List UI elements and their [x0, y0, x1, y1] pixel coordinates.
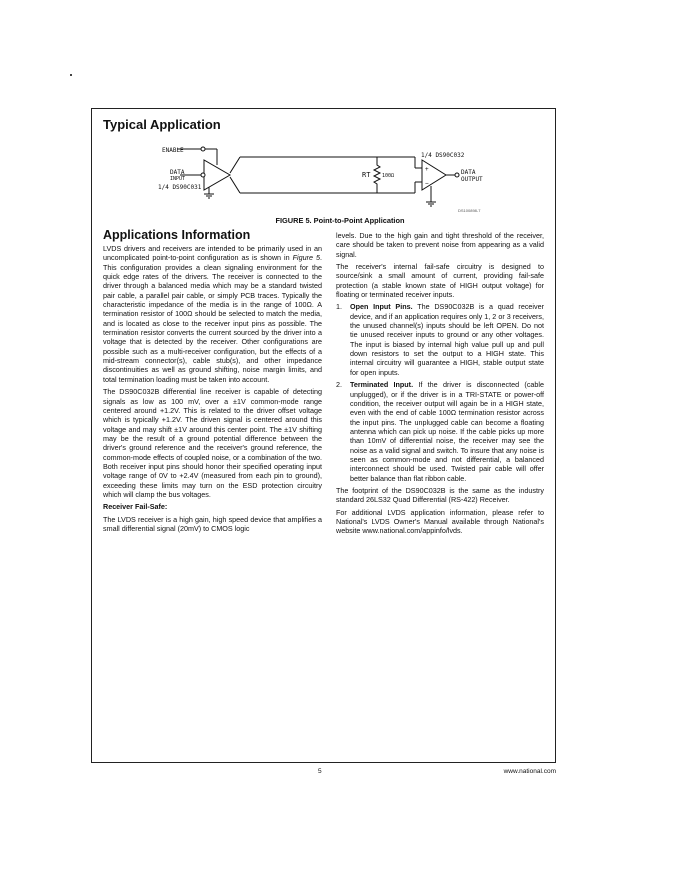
left-column	[103, 244, 322, 536]
enable-pin	[201, 147, 205, 151]
resistance-label: 100Ω	[382, 173, 395, 179]
applications-heading: Applications Information	[103, 228, 251, 242]
page-number: 5	[318, 768, 322, 775]
list-item: 2. Terminated Input. If the driver is disconnected (cable unplugged), or if the driver is in a TRI-STATE or power-off condition, the receiver output will again be in a HIGH state, even with the end of cable 100Ω termination resistor across the input pins. The unplugged cable can become a floating antenna which can pick up noise. If the cable picks up more than 10mV of differential noise, the receiver may see the noise as a valid signal and switch. To insure that any noise is seen as common-mode and not differential, a balanced interconnect should be used. Twisted pair cable will offer better balance than flat ribbon cable.	[336, 380, 545, 483]
intro-paragraph: LVDS drivers and receivers are intended to be primarily used in an uncomplicated point-to-point configuration as is shown in Figure 5. This configuration provides a clean signaling environment for the quick edge rates of the drivers. The receiver is connected to the driver through a balanced media which may be a standard twisted pair cable, a parallel pair cable, or simply PCB traces. Typically the characteristic impedance of the media is in the range of 100Ω. A termination resistor of 100Ω should be selected to match the media, and is located as close to the receiver input pins as possible. The termination resistor converts the current sourced by the driver into a voltage that is detected by the receiver. Other configurations are possible such as a multi-receiver configuration, but the effects of a mid-stream connector(s), cable stub(s), and other impedance discontinuities as well as ground shifting, noise margin limits, and total termination loading must be taken into account.	[103, 244, 322, 384]
plus-sign: +	[425, 166, 429, 173]
list-item: 1. Open Input Pins. The DS90C032B is a quad receiver device, and if an application requires only 1, 2 or 3 receivers, the unused channel(s) inputs should be left OPEN. Do not tie unused receiver inputs to ground or any other voltages. The input is biased by internal high value pull up and pull down resistors to set the output to a HIGH state. This internal circuitry will guarantee a HIGH, stable output state for open inputs.	[336, 302, 544, 377]
footer-website[interactable]: www.national.com	[503, 768, 556, 775]
data-output-label: DATA	[461, 169, 476, 176]
right-column	[336, 231, 544, 539]
threshold-paragraph: levels. Due to the high gain and tight threshold of the receiver, care should be taken to prevent noise from appearing as a valid signal.	[336, 231, 544, 259]
list-item-title: Open Input Pins.	[350, 302, 413, 312]
page-corner-mark	[70, 74, 72, 76]
fail-safe-paragraph: The LVDS receiver is a high gain, high speed device that amplifies a small differential signal (20mV) to CMOS logic	[103, 514, 322, 533]
fail-safe-circuitry-paragraph: The receiver's internal fail-safe circuitry is designed to source/sink a small amount of current, providing fail-safe protection (a stable known state of HIGH output voltage) for floating or terminated receiver inputs.	[336, 262, 544, 300]
additional-info-paragraph: For additional LVDS application information, please refer to National's LVDS Owner's Manual available through National's website www.national.com/appinfo/lvds.	[336, 507, 544, 536]
data-label: DATA	[170, 169, 185, 176]
driver-label: 1/4 DS90C031	[158, 184, 202, 191]
list-item-title: Terminated Input.	[350, 380, 414, 390]
figure-code: DS100898-7	[458, 208, 481, 213]
data-output-pin	[455, 173, 459, 177]
enable-label: ENABLE	[162, 147, 184, 154]
footprint-paragraph: The footprint of the DS90C032B is the same as the industry standard 26LS32 Quad Differential (RS-422) Receiver.	[336, 485, 544, 505]
list-number: 1.	[336, 302, 342, 312]
receiver-label: 1/4 DS90C032	[421, 152, 465, 159]
point-to-point-diagram	[140, 138, 485, 216]
figure-caption: FIGURE 5. Point-to-Point Application	[275, 216, 405, 225]
data-input-pin	[201, 173, 205, 177]
minus-sign: −	[425, 180, 429, 187]
figure-reference: Figure 5	[292, 253, 320, 263]
termination-resistor	[374, 157, 380, 193]
rt-label: RT	[362, 171, 371, 179]
input-label: INPUT	[170, 176, 186, 182]
output-label: OUTPUT	[461, 176, 483, 183]
list-number: 2.	[336, 380, 342, 390]
section-title: Typical Application	[103, 117, 221, 132]
fail-safe-subheading: Receiver Fail-Safe:	[103, 502, 168, 512]
receiver-paragraph: The DS90C032B differential line receiver is capable of detecting signals as low as 100 mV, over a ±1V common-mode range centered around +1.2V. This is related to the driver offset voltage which is typically +1.2V. The driven signal is centered around this voltage and may shift ±1V around this center point. The ±1V shifting may be the result of a ground potential difference between the driver's ground reference and the receiver's ground reference, the common-mode effects of coupled noise, or a combination of the two. Both receiver input pins should honor their specified operating input voltage range of 0V to +2.4V (measured from each pin to ground), exceeding these limits may turn on the ESD protection circuitry which will clamp the bus voltages.	[103, 387, 322, 499]
